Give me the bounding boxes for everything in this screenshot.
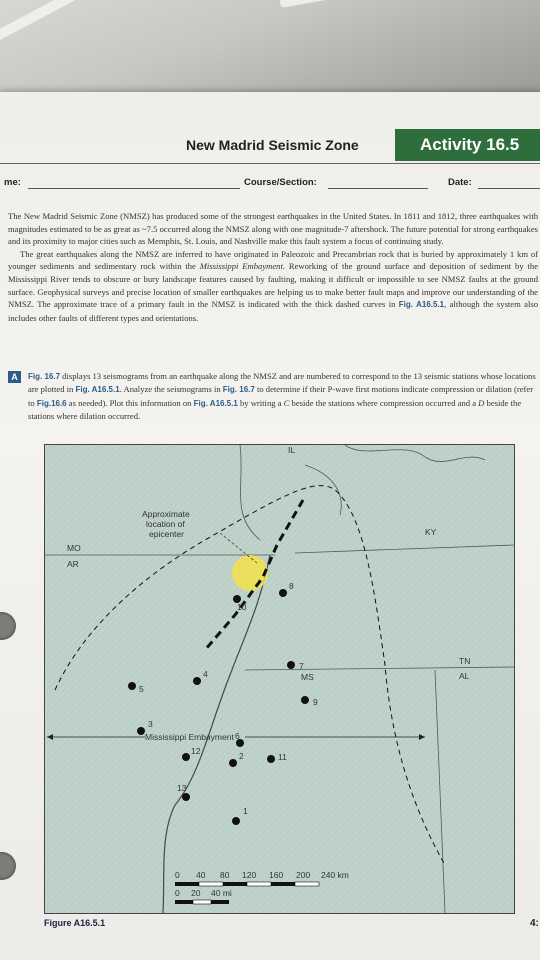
station-4-label: 4 <box>203 669 208 679</box>
epicenter-label-line-1: Approximate <box>142 509 190 519</box>
binder-hole <box>0 852 16 880</box>
part-a-instructions <box>28 370 540 423</box>
intro-p2-text-b: Reworking of the ground surface and deposition of sediment by the Mississippi River tends to obscure or bury landscape features caused by faulting, making it difficult or impossible to see NMSZ faults at the ground surface. Geophysical surveys and precise location of smaller earthquakes are helping us to make better fault maps and improve our understanding of the NMSZ. The approximate trace of a primary fault in the NMSZ is indicated with the thick dashed curves in <box>8 261 539 310</box>
figure-reference: Fig. 16.7 <box>222 385 255 395</box>
scale-segment <box>247 882 271 886</box>
background-surface <box>0 0 540 95</box>
station-7-dot <box>287 661 295 669</box>
station-12-dot <box>182 753 190 761</box>
figure-reference: Fig. 16.7 <box>28 372 61 381</box>
station-6-label: 6 <box>235 731 240 741</box>
state-label-il: IL <box>288 445 296 455</box>
station-7-label: 7 <box>299 661 304 671</box>
intro-p2-text-c: , although the system also includes other faults of different types and orientations. <box>8 299 538 323</box>
intro-paragraph-1: The New Madrid Seismic Zone (NMSZ) has produced some of the strongest earthquakes in the United States. In 1811 and 1812, three earthquakes with magnitudes estimated to be as great as ~7.5 occurred along the NMSZ along with one magnitude-7 aftershock. The future potential for strong earthquakes and its proximity to major cities such as Memphis, St. Louis, and Nashville make this fault system a focus of continuing study. <box>8 211 538 247</box>
scale-km-120: 120 <box>242 870 257 880</box>
scale-mi-20: 20 <box>191 888 201 898</box>
epicenter-label-line-2: location of <box>146 519 185 529</box>
station-3-dot <box>137 727 145 735</box>
binder-hole <box>0 612 16 640</box>
state-label-ar: AR <box>67 559 79 569</box>
intro-text <box>8 210 538 324</box>
page-title: New Madrid Seismic Zone <box>186 137 359 153</box>
state-label-al: AL <box>459 671 470 681</box>
figure-reference: Fig. A16.5.1 <box>75 385 120 395</box>
station-9-label: 9 <box>313 697 318 707</box>
activity-part-a <box>8 370 540 423</box>
scale-segment <box>175 900 193 904</box>
part-a-badge: A <box>8 371 21 383</box>
scale-km-80: 80 <box>220 870 230 880</box>
scale-segment <box>193 900 211 904</box>
scale-segment <box>199 882 223 886</box>
header-divider <box>0 163 540 164</box>
station-10-label: 10 <box>237 602 247 612</box>
page-number: 4: <box>530 918 539 929</box>
embayment-term: Mississippi Embayment. <box>199 261 285 272</box>
station-11-label: 11 <box>278 752 287 762</box>
scale-km-240: 240 km <box>321 870 349 880</box>
station-5-label: 5 <box>139 684 144 694</box>
station-1-dot <box>232 817 240 825</box>
instruction-text: . Analyze the seismograms in <box>119 384 221 395</box>
intro-paragraph-2 <box>8 248 538 325</box>
workbook-page <box>0 92 540 960</box>
state-label-ky: KY <box>425 527 437 537</box>
figure-caption: Figure A16.5.1 <box>44 918 106 928</box>
embayment-label: Mississippi Embayment <box>145 732 234 742</box>
intro-p2-text-a: The great earthquakes along the NMSZ are inferred to have originated in Paleozoic and Precambrian rock that is buried by approximately 1 km of younger sediments and sedimentary rock within the <box>8 248 538 272</box>
map-land <box>45 445 514 913</box>
station-1-label: 1 <box>243 806 248 816</box>
course-field-line[interactable] <box>328 188 428 189</box>
nmsz-map <box>44 444 515 914</box>
instruction-text: to determine if their P-wave first motions indicate compression or dilation (refer to <box>28 384 534 408</box>
state-label-ms: MS <box>301 672 314 682</box>
date-field-label: Date: <box>448 177 472 188</box>
station-13-dot <box>182 793 190 801</box>
date-field-line[interactable] <box>478 188 540 189</box>
scale-segment <box>223 882 247 886</box>
figure-reference: Fig. A16.5.1 <box>193 398 238 408</box>
scale-km-200: 200 <box>296 870 311 880</box>
scale-mi-0: 0 <box>175 888 180 898</box>
station-8-label: 8 <box>289 581 294 591</box>
map-svg <box>45 445 514 913</box>
name-field-line[interactable] <box>28 188 240 189</box>
scale-mi-40: 40 mi <box>211 888 232 898</box>
station-13-label: 13 <box>177 783 187 793</box>
epicenter-label-line-3: epicenter <box>149 529 184 539</box>
decorative-line <box>0 0 106 49</box>
name-field-label: me: <box>4 177 21 188</box>
scale-segment <box>271 882 295 886</box>
station-8-dot <box>279 589 287 597</box>
instruction-text: by writing a <box>239 397 282 408</box>
scale-segment <box>295 882 319 886</box>
decorative-line <box>279 0 540 8</box>
instruction-text: displays 13 seismograms from an earthquake along the NMSZ and are numbered to correspond to the 13 seismic stations whose locations are plotted in <box>28 371 536 395</box>
station-11-dot <box>267 755 275 763</box>
scale-km-0: 0 <box>175 870 180 880</box>
station-5-dot <box>128 682 136 690</box>
station-4-dot <box>193 677 201 685</box>
instruction-text: as needed). Plot this information on <box>68 397 192 408</box>
station-9-dot <box>301 696 309 704</box>
station-12-label: 12 <box>191 746 201 756</box>
activity-banner: Activity 16.5 <box>395 129 540 161</box>
scale-km-40: 40 <box>196 870 206 880</box>
compression-letter: C <box>283 397 290 408</box>
course-field-label: Course/Section: <box>244 177 317 188</box>
station-3-label: 3 <box>148 719 153 729</box>
dilation-letter: D <box>478 397 485 408</box>
station-2-label: 2 <box>239 751 244 761</box>
epicenter-area <box>232 555 268 591</box>
scale-segment <box>175 882 199 886</box>
scale-km-160: 160 <box>269 870 284 880</box>
instruction-text: beside the stations where dilation occurred. <box>28 397 522 422</box>
instruction-text: beside the stations where compression occurred and a <box>291 397 477 408</box>
state-label-tn: TN <box>459 656 471 666</box>
figure-reference: Fig.16.6 <box>36 398 67 408</box>
scale-segment <box>211 900 229 904</box>
station-2-dot <box>229 759 237 767</box>
figure-reference: Fig. A16.5.1 <box>398 300 445 310</box>
state-label-mo: MO <box>67 543 81 553</box>
